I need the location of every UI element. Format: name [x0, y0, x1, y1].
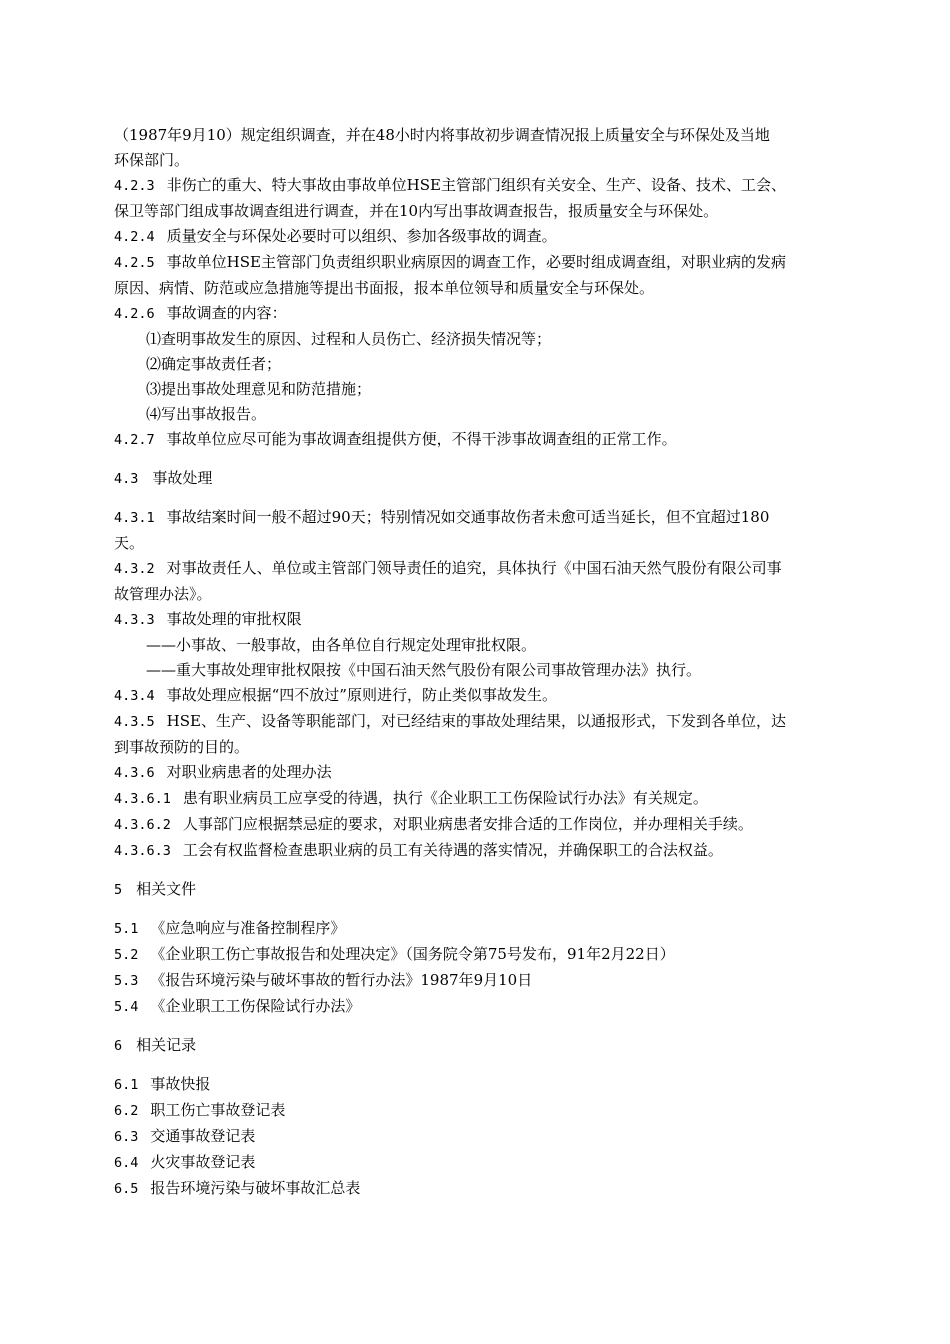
list-item: ⑷写出事故报告。 — [146, 405, 267, 423]
record-item: 6.5 报告环境污染与破坏事故汇总表 — [114, 1179, 361, 1197]
paragraph-4-3-6: 4.3.6 对职业病患者的处理办法 — [114, 763, 332, 781]
document-item: 5.4 《企业职工工伤保险试行办法》 — [114, 997, 361, 1015]
paragraph-line: （1987年9月10）规定组织调查，并在48小时内将事故初步调查情况报上质量安全与环保处及当地 — [114, 126, 770, 144]
list-item: ——小事故、一般事故，由各单位自行规定处理审批权限。 — [146, 636, 537, 654]
paragraph-4-2-3: 4.2.3 非伤亡的重大、特大事故由事故单位HSE主管部门组织有关安全、生产、设备、技术、工会、 — [114, 176, 786, 194]
paragraph-4-3-3: 4.3.3 事故处理的审批权限 — [114, 610, 302, 628]
list-item: ⑶提出事故处理意见和防范措施； — [146, 380, 372, 398]
paragraph-line: 保卫等部门组成事故调查组进行调查，并在10内写出事故调查报告，报质量安全与环保处。 — [114, 202, 719, 220]
paragraph-4-3-2: 4.3.2 对事故责任人、单位或主管部门领导责任的追究，具体执行《中国石油天然气股份有限公司事 — [114, 559, 782, 577]
paragraph-4-3-1: 4.3.1 事故结案时间一般不超过90天；特别情况如交通事故伤者未愈可适当延长，但不宜超过180 — [114, 508, 770, 526]
list-item: ⑵确定事故责任者； — [146, 355, 282, 373]
paragraph-4-2-7: 4.2.7 事故单位应尽可能为事故调查组提供方便，不得干涉事故调查组的正常工作。 — [114, 430, 677, 448]
document-item: 5.3 《报告环境污染与破坏事故的暂行办法》1987年9月10日 — [114, 971, 533, 989]
record-item: 6.1 事故快报 — [114, 1075, 211, 1093]
section-heading-5: 5 相关文件 — [114, 880, 197, 898]
document-item: 5.2 《企业职工伤亡事故报告和处理决定》（国务院令第75号发布，91年2月22日） — [114, 945, 675, 963]
related-records-list — [114, 1072, 858, 1202]
record-item: 6.4 火灾事故登记表 — [114, 1153, 256, 1171]
section-4-2-block — [114, 123, 858, 453]
paragraph-line: 环保部门。 — [114, 151, 190, 169]
paragraph-4-3-6-1: 4.3.6.1 患有职业病员工应享受的待遇，执行《企业职工工伤保险试行办法》有关规定。 — [114, 789, 708, 807]
paragraph-line: 到事故预防的目的。 — [114, 738, 250, 756]
paragraph-line: 故管理办法》。 — [114, 585, 212, 603]
paragraph-4-3-6-2: 4.3.6.2 人事部门应根据禁忌症的要求，对职业病患者安排合适的工作岗位，并办理相关手续。 — [114, 815, 753, 833]
paragraph-line: 天。 — [114, 534, 145, 552]
paragraph-4-2-4: 4.2.4 质量安全与环保处必要时可以组织、参加各级事故的调查。 — [114, 227, 557, 245]
section-heading-4-3: 4.3 事故处理 — [114, 469, 213, 487]
paragraph-4-3-5: 4.3.5 HSE、生产、设备等职能部门，对已经结束的事故处理结果，以通报形式，下发到各单位，达 — [114, 712, 786, 730]
document-item: 5.1 《应急响应与准备控制程序》 — [114, 919, 346, 937]
paragraph-4-3-4: 4.3.4 事故处理应根据“四不放过”原则进行，防止类似事故发生。 — [114, 686, 557, 704]
paragraph-4-2-6: 4.2.6 事故调查的内容： — [114, 304, 287, 322]
section-4-3-block — [114, 505, 858, 864]
paragraph-4-2-5: 4.2.5 事故单位HSE主管部门负责组织职业病原因的调查工作，必要时组成调查组，对职业病的发病 — [114, 253, 786, 271]
paragraph-4-3-6-3: 4.3.6.3 工会有权监督检查患职业病的员工有关待遇的落实情况，并确保职工的合法权益。 — [114, 841, 723, 859]
record-item: 6.2 职工伤亡事故登记表 — [114, 1101, 286, 1119]
section-heading-6: 6 相关记录 — [114, 1036, 197, 1054]
paragraph-line: 原因、病情、防范或应急措施等提出书面报，报本单位领导和质量安全与环保处。 — [114, 279, 655, 297]
list-item: ——重大事故处理审批权限按《中国石油天然气股份有限公司事故管理办法》执行。 — [146, 661, 702, 679]
list-item: ⑴查明事故发生的原因、过程和人员伤亡、经济损失情况等； — [146, 330, 552, 348]
record-item: 6.3 交通事故登记表 — [114, 1127, 256, 1145]
related-documents-list — [114, 916, 858, 1020]
